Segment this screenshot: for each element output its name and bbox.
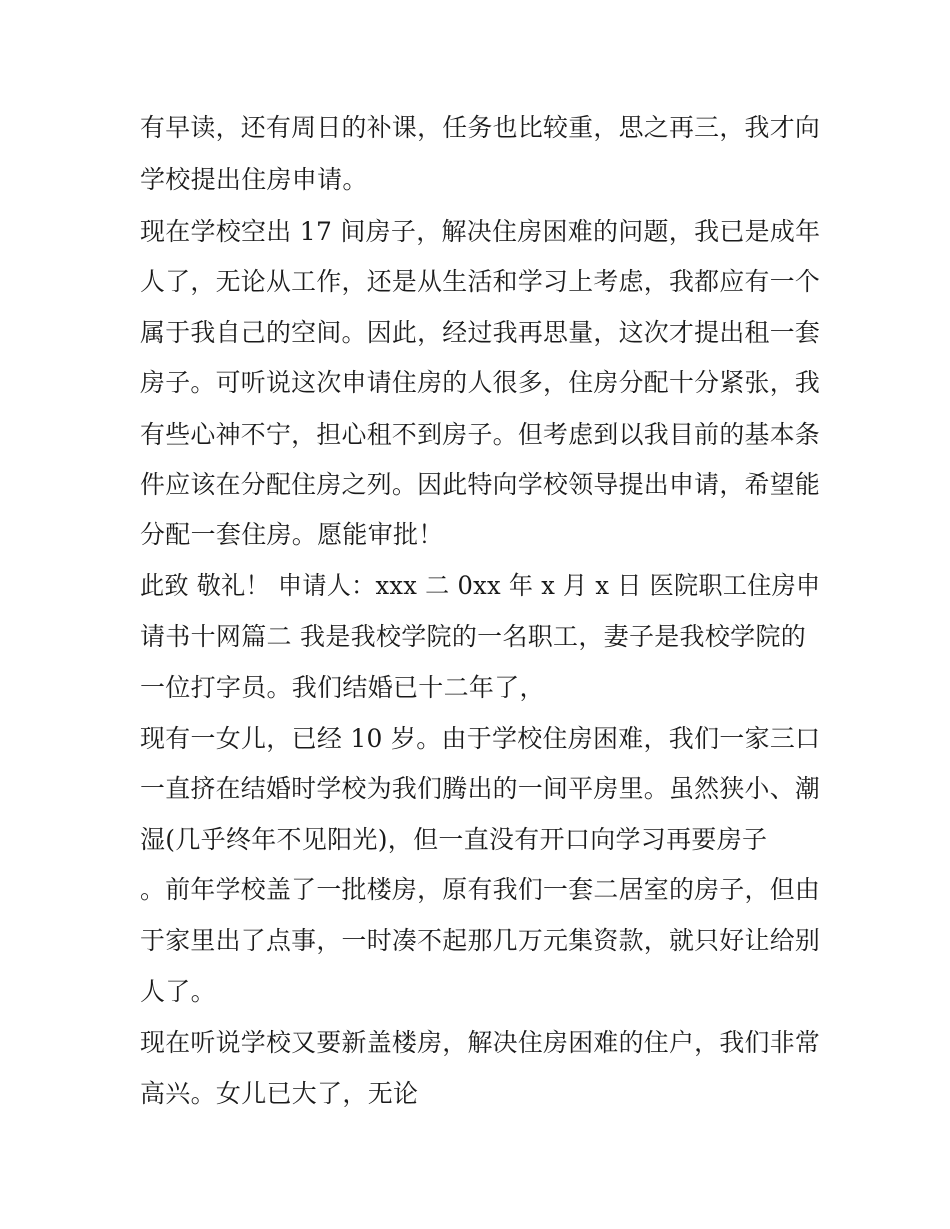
- text-line: 件应该在分配住房之列。因此特向学校领导提出申请，希望能: [140, 470, 821, 499]
- text-line: 请书十网篇二 我是我校学院的一名职工，妻子是我校学院的: [140, 622, 807, 651]
- text-line: 有些心神不宁，担心租不到房子。但考虑到以我目前的基本条: [140, 420, 821, 449]
- text-line: 。前年学校盖了一批楼房，原有我们一套二居室的房子，但由: [140, 875, 821, 904]
- text-line: 此致 敬礼！ 申请人：xxx 二 0xx 年 x 月 x 日 医院职工住房申: [140, 571, 821, 600]
- text-line: 人了，无论从工作，还是从生活和学习上考虑，我都应有一个: [140, 267, 821, 296]
- text-line: 湿(几乎终年不见阳光)，但一直没有开口向学习再要房子: [140, 825, 768, 854]
- text-line: 学校提出住房申请。: [140, 165, 368, 194]
- text-line: 有早读，还有周日的补课，任务也比较重，思之再三，我才向: [140, 113, 821, 142]
- text-line: 现在学校空出 17 间房子，解决住房困难的问题，我已是成年: [140, 217, 821, 246]
- text-line: 分配一套住房。愿能审批！: [140, 520, 444, 549]
- text-line: 一位打字员。我们结婚已十二年了，: [140, 673, 545, 702]
- text-line: 现在听说学校又要新盖楼房，解决住房困难的住户，我们非常: [140, 1028, 821, 1057]
- text-line: 属于我自己的空间。因此，经过我再思量，这次才提出租一套: [140, 318, 821, 347]
- text-line: 于家里出了点事，一时凑不起那几万元集资款，就只好让给别: [140, 926, 821, 955]
- text-line: 现有一女儿，已经 10 岁。由于学校住房困难，我们一家三口: [140, 724, 821, 753]
- text-line: 房子。可听说这次申请住房的人很多，住房分配十分紧张，我: [140, 368, 821, 397]
- text-line: 人了。: [140, 977, 216, 1006]
- text-line: 高兴。女儿已大了，无论: [140, 1079, 419, 1108]
- text-line: 一直挤在结婚时学校为我们腾出的一间平房里。虽然狭小、潮: [140, 774, 821, 803]
